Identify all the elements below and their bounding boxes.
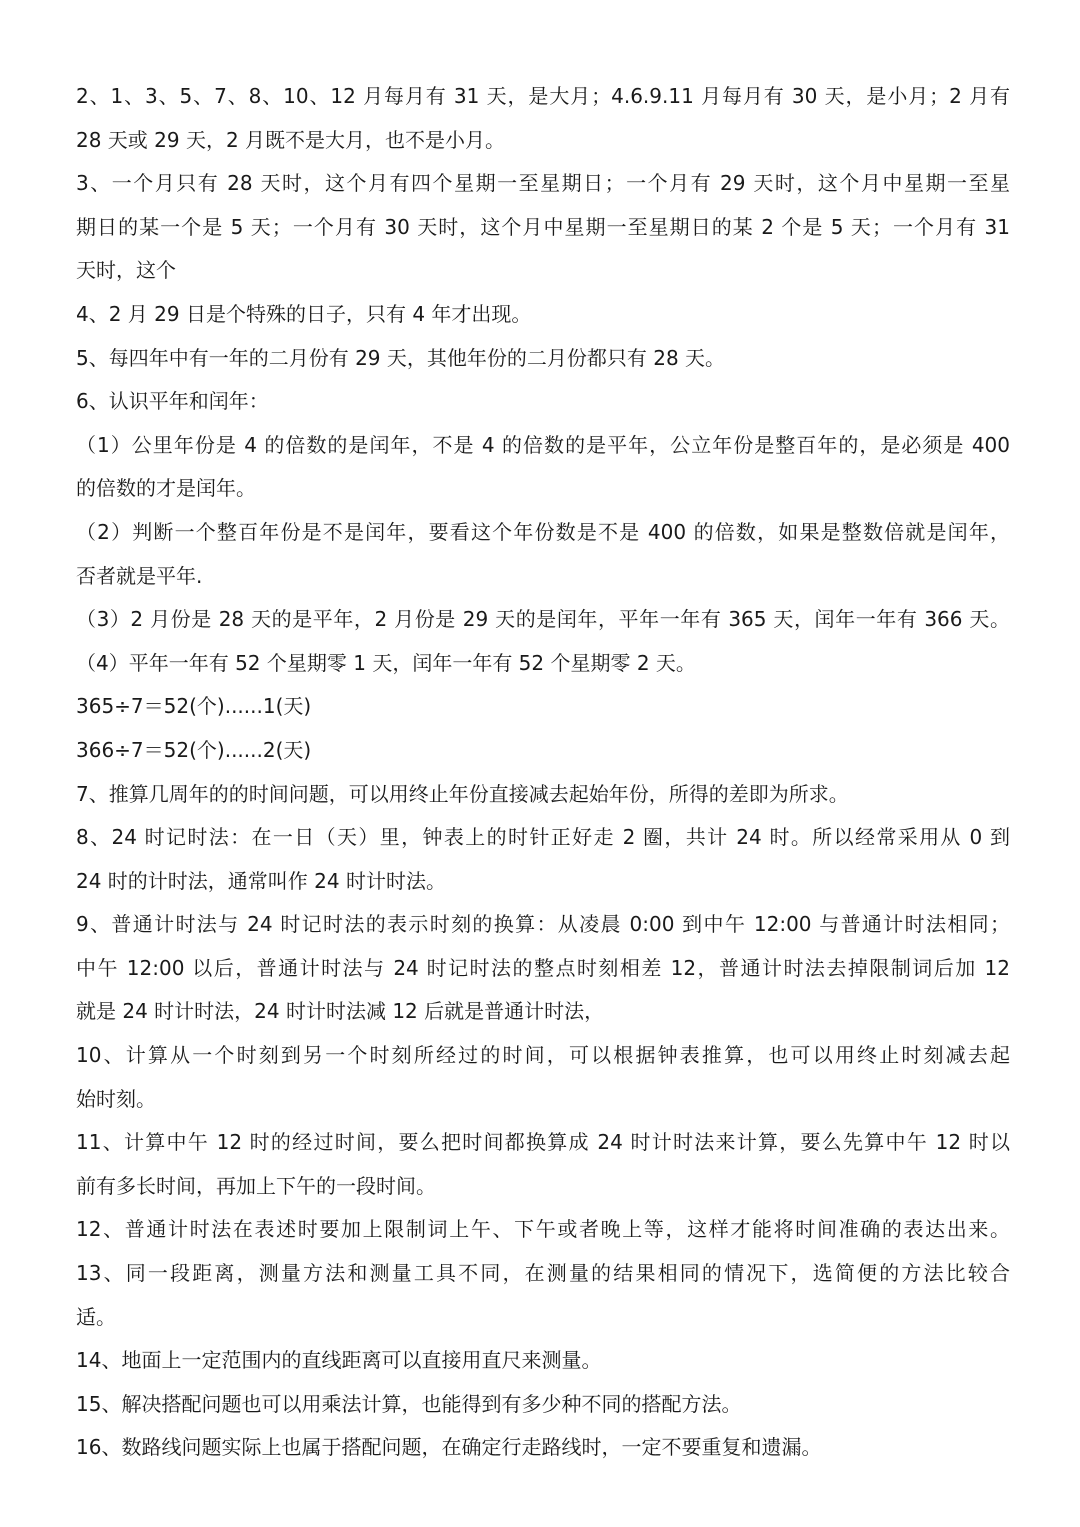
text-line: 4、2 月 29 日是个特殊的日子，只有 4 年才出现。 bbox=[76, 301, 532, 326]
text-line: 11、计算中午 12 时的经过时间，要么把时间都换算成 24 时计时法来计算，要么先算中午 12 时以 bbox=[76, 1130, 1010, 1155]
text-line: 的倍数的才是闰年。 bbox=[76, 476, 256, 501]
text-line: 10、计算从一个时刻到另一个时刻所经过的时间，可以根据钟表推算，也可以用终止时刻减去起 bbox=[76, 1043, 1010, 1068]
text-line: 16、数路线问题实际上也属于搭配问题，在确定行走路线时，一定不要重复和遗漏。 bbox=[76, 1435, 822, 1460]
text-line: 28 天或 29 天，2 月既不是大月，也不是小月。 bbox=[76, 127, 506, 152]
text-line: 9、普通计时法与 24 时记时法的表示时刻的换算：从凌晨 0:00 到中午 12:00 与普通计时法相同； bbox=[76, 912, 1010, 937]
formula-line: 365÷7＝52(个)......1(天) bbox=[76, 694, 312, 719]
text-line: 前有多长时间，再加上下午的一段时间。 bbox=[76, 1173, 436, 1198]
text-line: （4）平年一年有 52 个星期零 1 天，闰年一年有 52 个星期零 2 天。 bbox=[76, 650, 696, 675]
text-line: （2）判断一个整百年份是不是闰年，要看这个年份数是不是 400 的倍数，如果是整数倍就是闰年， bbox=[76, 519, 1010, 544]
text-line: 始时刻。 bbox=[76, 1086, 156, 1111]
text-line: 就是 24 时计时法，24 时计时法减 12 后就是普通计时法， bbox=[76, 999, 605, 1024]
text-line: （3）2 月份是 28 天的是平年，2 月份是 29 天的是闰年，平年一年有 365 天，闰年一年有 366 天。 bbox=[76, 607, 1010, 632]
text-line: 适。 bbox=[76, 1304, 116, 1329]
text-line: 2、1、3、5、7、8、10、12 月每月有 31 天，是大月；4.6.9.11 月每月有 30 天，是小月；2 月有 bbox=[76, 84, 1010, 108]
text-line: 13、同一段距离，测量方法和测量工具不同，在测量的结果相同的情况下，选简便的方法比较合 bbox=[76, 1261, 1010, 1286]
document-body bbox=[76, 75, 1010, 1470]
text-line: 天时，这个 bbox=[76, 258, 176, 283]
text-line: 中午 12:00 以后，普通计时法与 24 时记时法的整点时刻相差 12，普通计时法去掉限制词后加 12 bbox=[76, 955, 1010, 980]
text-line: 6、认识平年和闰年： bbox=[76, 389, 269, 414]
formula-line: 366÷7＝52(个)......2(天) bbox=[76, 737, 312, 762]
text-line: 8、24 时记时法：在一日（天）里，钟表上的时针正好走 2 圈，共计 24 时。所以经常采用从 0 到 bbox=[76, 825, 1010, 850]
text-line: 5、每四年中有一年的二月份有 29 天，其他年份的二月份都只有 28 天。 bbox=[76, 345, 726, 370]
text-line: 12、普通计时法在表述时要加上限制词上午、下午或者晚上等，这样才能将时间准确的表达出来。 bbox=[76, 1217, 1010, 1242]
text-line: 否者就是平年. bbox=[76, 563, 203, 588]
text-line: 3、一个月只有 28 天时，这个月有四个星期一至星期日；一个月有 29 天时，这个月中星期一至星 bbox=[76, 171, 1010, 196]
text-line: 15、解决搭配问题也可以用乘法计算，也能得到有多少种不同的搭配方法。 bbox=[76, 1391, 742, 1416]
text-line: 7、推算几周年的的时间问题，可以用终止年份直接减去起始年份，所得的差即为所求。 bbox=[76, 781, 849, 806]
text-line: 24 时的计时法，通常叫作 24 时计时法。 bbox=[76, 868, 446, 893]
text-line: 14、地面上一定范围内的直线距离可以直接用直尺来测量。 bbox=[76, 1348, 602, 1373]
text-line: （1）公里年份是 4 的倍数的是闰年，不是 4 的倍数的是平年，公立年份是整百年的，是必须是 400 bbox=[76, 432, 1010, 457]
text-line: 期日的某一个是 5 天；一个月有 30 天时，这个月中星期一至星期日的某 2 个是 5 天；一个月有 31 bbox=[76, 214, 1010, 239]
